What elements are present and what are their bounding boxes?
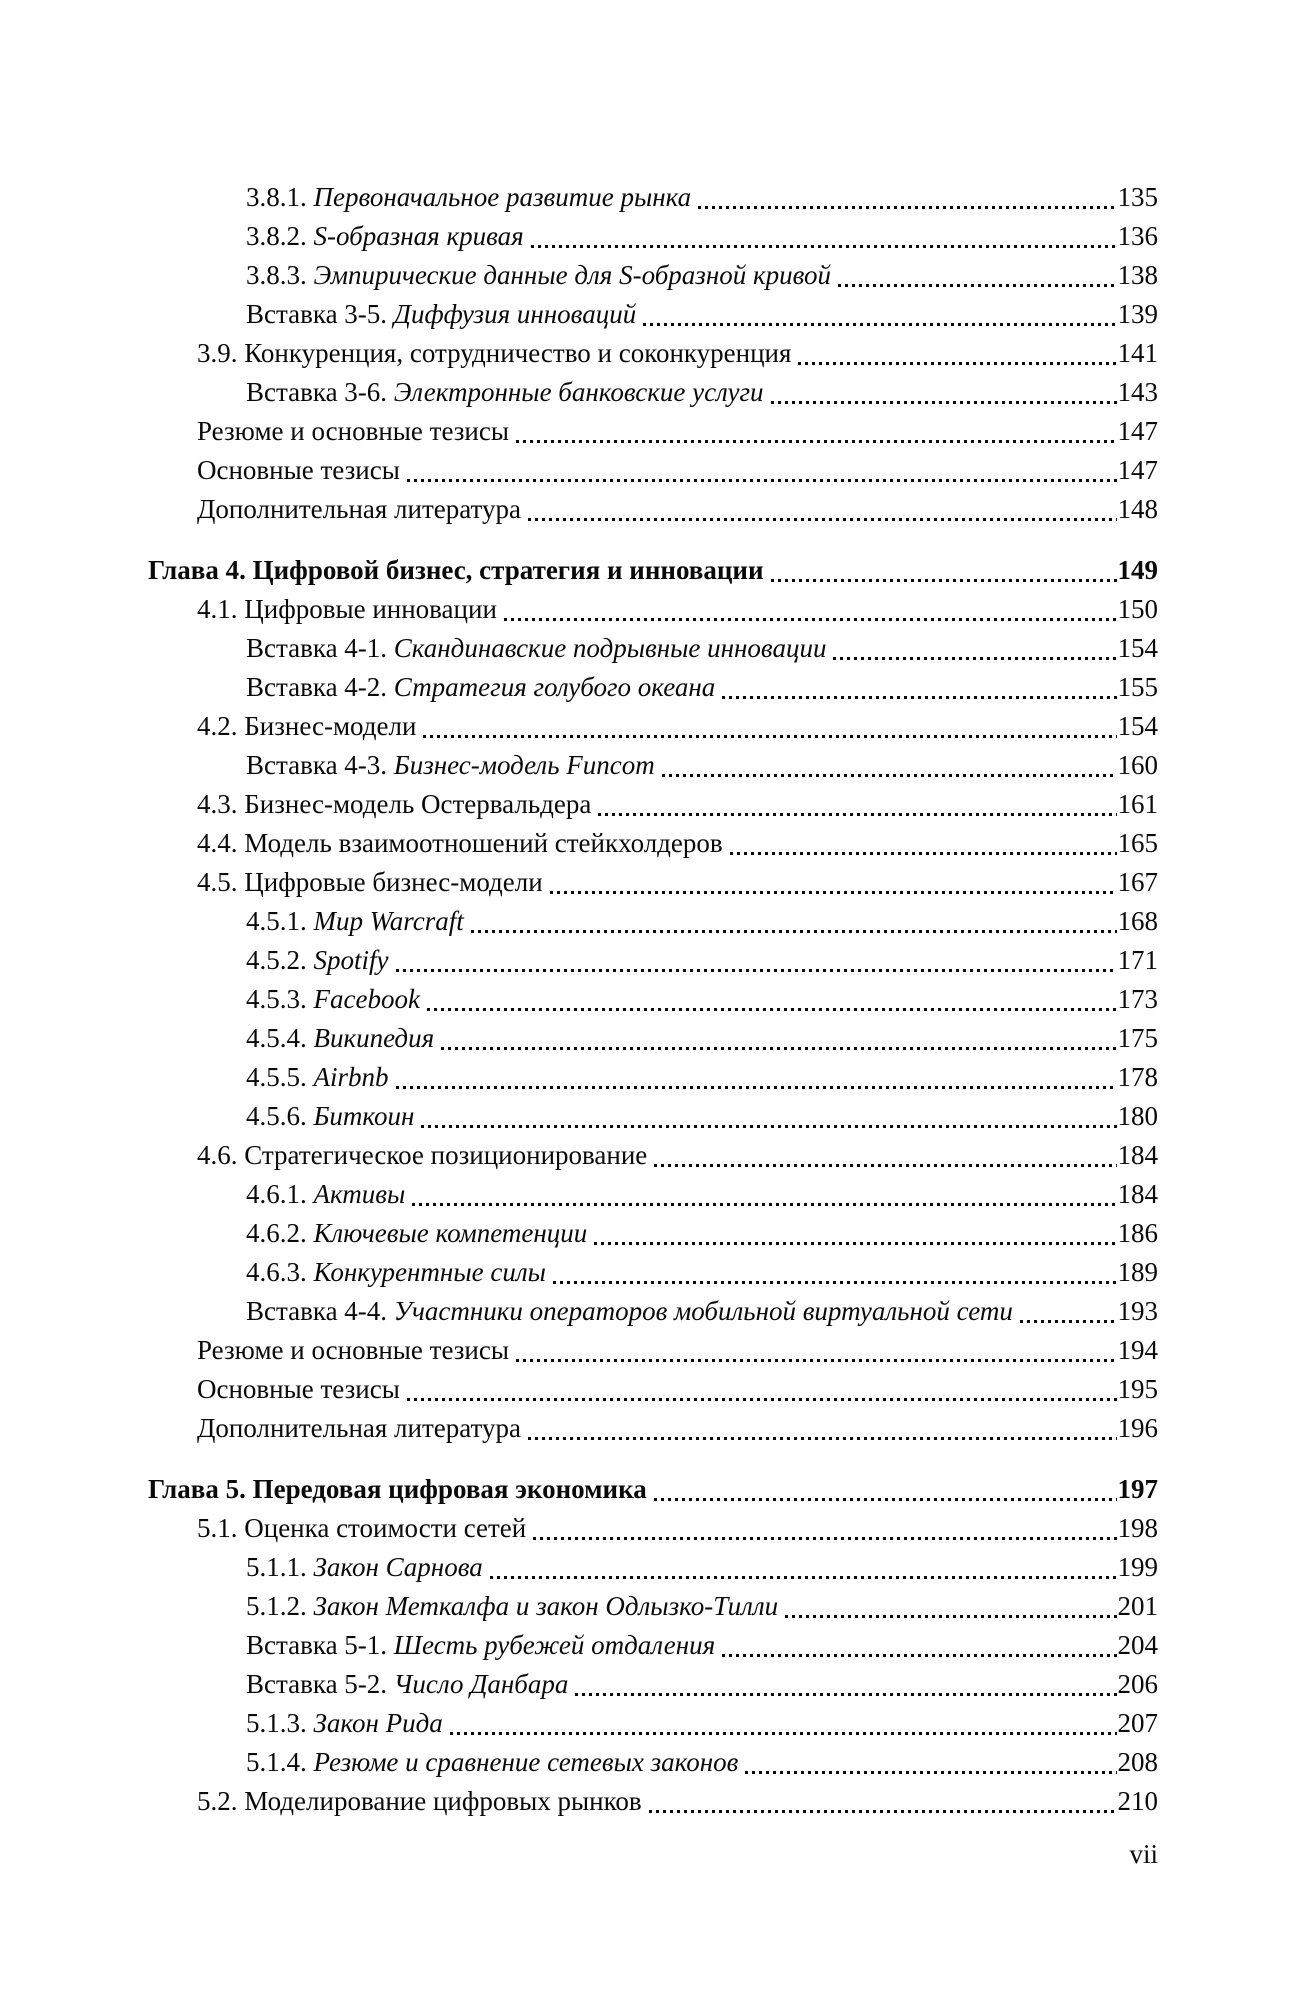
toc-entry-text [246,256,831,295]
toc-entry-number: 4.5.3. [246,984,314,1014]
dotted-leader [575,1693,1116,1696]
toc-entry-text [148,551,764,590]
dotted-leader [649,1810,1117,1813]
toc-entry-text [197,451,400,490]
toc-entry [148,1782,1158,1821]
toc-entry-text [246,1058,389,1097]
page-number-roman: vii [1129,1839,1158,1869]
dotted-leader [654,1498,1117,1501]
toc-entry-text [246,746,655,785]
toc-entry-page: 206 [1117,1669,1158,1699]
toc-entry [148,1175,1158,1214]
toc-entry-number: 4.5. [197,867,245,897]
toc-entry [148,902,1158,941]
toc-entry-number: 4.1. [197,594,245,624]
toc-entry-page: 201 [1117,1591,1158,1621]
toc-entry-page: 167 [1117,867,1158,897]
toc-entry-title: Цифровые бизнес-модели [244,867,543,897]
toc-entry-number: 4.6.2. [246,1218,314,1248]
toc-entry-number: 4.5.4. [246,1023,314,1053]
toc-entry-page: 173 [1117,984,1158,1014]
toc-list [148,178,1158,1821]
toc-entry-title: Первоначальное развитие рынка [313,182,692,212]
toc-entry-title: Резюме и основные тезисы [197,416,510,446]
toc-entry [148,256,1158,295]
dotted-leader [745,1771,1116,1774]
toc-entry [148,785,1158,824]
toc-entry-page: 194 [1117,1335,1158,1365]
toc-entry-page: 168 [1117,906,1158,936]
toc-entry-number: 5.1.4. [246,1747,314,1777]
toc-entry-page: 178 [1117,1062,1158,1092]
toc-entry-title: Стратегия голубого океана [393,672,716,702]
toc-entry-title: Закон Меткалфа и закон Одлызко-Тилли [313,1591,779,1621]
toc-entry-text [246,1626,715,1665]
toc-entry-title: Цифровой бизнес, стратегия и инновации [252,555,764,585]
toc-entry-text [197,590,497,629]
toc-entry-text [246,1548,483,1587]
toc-entry-number: 4.6.1. [246,1179,314,1209]
dotted-leader [504,618,1117,621]
toc-entry [148,217,1158,256]
toc-entry [148,178,1158,217]
toc-entry [148,668,1158,707]
dotted-leader [730,852,1117,855]
toc-entry-title: Стратегическое позиционирование [244,1140,648,1170]
toc-entry [148,1292,1158,1331]
dotted-leader [722,1654,1116,1657]
toc-entry [148,980,1158,1019]
toc-entry-text [246,1743,738,1782]
toc-entry-page: 147 [1117,455,1158,485]
toc-entry-number: Вставка 4-4. [246,1296,394,1326]
toc-entry-text [246,1665,568,1704]
toc-entry-title: Цифровые инновации [244,594,497,624]
toc-entry-page: 155 [1117,672,1158,702]
toc-entry-page: 196 [1117,1413,1158,1443]
dotted-leader [421,1125,1116,1128]
toc-entry-text [197,412,509,451]
toc-entry-title: Биткоин [313,1101,415,1131]
toc-entry-number: 4.3. [197,789,245,819]
toc-entry [148,1058,1158,1097]
toc-entry-number: 4.5.5. [246,1062,314,1092]
toc-entry [148,746,1158,785]
toc-entry-number: 4.2. [197,711,245,741]
toc-entry-text [246,980,420,1019]
toc-entry [148,412,1158,451]
toc-entry-title: S-образная кривая [313,221,524,251]
dotted-leader [412,1203,1116,1206]
toc-entry-page: 184 [1117,1179,1158,1209]
toc-entry [148,707,1158,746]
toc-entry-text [197,1370,400,1409]
toc-entry-number: 3.8.1. [246,182,314,212]
toc-entry-title: Участники операторов мобильной виртуальной сети [393,1296,1013,1326]
toc-entry [148,1704,1158,1743]
toc-entry-text [246,178,691,217]
dotted-leader [528,1437,1117,1440]
toc-entry-number: 3.9. [197,338,245,368]
toc-entry [148,629,1158,668]
toc-entry-text [246,941,389,980]
dotted-leader [833,657,1116,660]
toc-entry-text [246,1175,405,1214]
toc-entry-text [246,295,636,334]
toc-entry-page: 154 [1117,633,1158,663]
toc-entry-number: 5.1.1. [246,1552,314,1582]
toc-entry [148,863,1158,902]
toc-entry-text [246,1587,778,1626]
toc-entry-number: Вставка 3-6. [246,377,394,407]
toc-entry [148,824,1158,863]
toc-entry-title: Дополнительная литература [197,494,521,524]
toc-entry-title: Конкуренция, сотрудничество и соконкуренция [244,338,792,368]
toc-entry-number: 5.2. [197,1786,245,1816]
toc-entry-page: 198 [1117,1513,1158,1543]
toc-entry [148,1370,1158,1409]
toc-entry-page: 175 [1117,1023,1158,1053]
toc-entry-page: 150 [1117,594,1158,624]
dotted-leader [798,362,1116,365]
toc-entry-title: Моделирование цифровых рынков [244,1786,642,1816]
toc-entry [148,490,1158,529]
toc-entry-page: 147 [1117,416,1158,446]
toc-entry-page: 184 [1117,1140,1158,1170]
toc-entry-text [246,1214,587,1253]
toc-entry-title: Основные тезисы [197,1374,400,1404]
dotted-leader [450,1732,1117,1735]
dotted-leader [528,518,1117,521]
toc-entry-number: 3.8.3. [246,260,314,290]
toc-entry-number: 5.1.2. [246,1591,314,1621]
toc-entry-text [246,629,826,668]
dotted-leader [471,930,1117,933]
toc-entry-number: Вставка 5-2. [246,1669,394,1699]
toc-entry-title: Эмпирические данные для S-образной кривой [313,260,831,290]
dotted-leader [423,735,1116,738]
toc-entry [148,1743,1158,1782]
toc-entry [148,1097,1158,1136]
toc-entry-title: Электронные банковские услуги [393,377,764,407]
toc-entry-page: 204 [1117,1630,1158,1660]
toc-entry [148,1587,1158,1626]
toc-entry-title: Airbnb [313,1062,389,1092]
toc-entry-page: 138 [1117,260,1158,290]
toc-entry-number: Вставка 3-5. [246,299,394,329]
dotted-leader [531,245,1117,248]
toc-entry-number: Вставка 4-1. [246,633,394,663]
dotted-leader [698,206,1116,209]
dotted-leader [722,696,1116,699]
toc-entry [148,1409,1158,1448]
toc-entry-text [197,707,416,746]
dotted-leader [553,1281,1117,1284]
toc-entry-number: Вставка 4-3. [246,750,394,780]
toc-entry-title: Бизнес-модели [244,711,417,741]
toc-entry-title: Резюме и сравнение сетевых законов [313,1747,739,1777]
toc-entry-number: 4.4. [197,828,245,858]
toc-entry-title: Википедия [313,1023,435,1053]
toc-entry-text [197,1782,642,1821]
toc-entry [148,334,1158,373]
toc-entry-page: 208 [1117,1747,1158,1777]
toc-entry [148,1509,1158,1548]
toc-entry-number: 3.8.2. [246,221,314,251]
toc-entry-number: Глава 5. [148,1474,253,1504]
toc-entry-page: 165 [1117,828,1158,858]
dotted-leader [407,1398,1117,1401]
toc-entry-title: Конкурентные силы [313,1257,546,1287]
toc-entry [148,1214,1158,1253]
toc-entry [148,1019,1158,1058]
toc-entry-text [197,490,521,529]
toc-entry-title: Активы [313,1179,406,1209]
toc-entry [148,1665,1158,1704]
toc-entry-title: Диффузия инноваций [393,299,637,329]
toc-entry-title: Бизнес-модель Остервальдера [244,789,592,819]
toc-entry-page: 139 [1117,299,1158,329]
dotted-leader [407,479,1117,482]
toc-entry [148,1626,1158,1665]
toc-entry-text [197,1331,509,1370]
toc-entry-title: Дополнительная литература [197,1413,521,1443]
toc-entry-text [246,1253,546,1292]
dotted-leader [1020,1320,1117,1323]
dotted-leader [771,401,1117,404]
toc-entry [148,1253,1158,1292]
dotted-leader [396,969,1117,972]
toc-entry-page: 180 [1117,1101,1158,1131]
toc-entry-number: 4.6.3. [246,1257,314,1287]
page-footer [1129,1838,1158,1870]
toc-entry-text [197,824,723,863]
dotted-leader [533,1537,1116,1540]
toc-entry-number: 4.5.6. [246,1101,314,1131]
toc-entry-title: Spotify [313,945,389,975]
toc-entry [148,1331,1158,1370]
toc-entry-page: 148 [1117,494,1158,524]
toc-entry-page: 149 [1117,555,1158,585]
toc-entry-text [197,1409,521,1448]
toc-entry [148,941,1158,980]
toc-chapter-entry [148,551,1158,590]
toc-entry-title: Резюме и основные тезисы [197,1335,510,1365]
dotted-leader [516,1359,1116,1362]
toc-entry-title: Закон Сарнова [313,1552,483,1582]
toc-entry-title: Скандинавские подрывные инновации [393,633,827,663]
dotted-leader [427,1008,1117,1011]
toc-entry [148,1548,1158,1587]
toc-entry [148,590,1158,629]
toc-entry-number: 5.1.3. [246,1708,314,1738]
toc-entry-page: 186 [1117,1218,1158,1248]
dotted-leader [838,284,1117,287]
toc-entry-page: 193 [1117,1296,1158,1326]
toc-entry-title: Модель взаимоотношений стейкхолдеров [244,828,723,858]
toc-entry-text [246,373,764,412]
dotted-leader [643,323,1116,326]
toc-entry-page: 154 [1117,711,1158,741]
toc-entry-title: Бизнес-модель Funcom [393,750,655,780]
dotted-leader [396,1086,1117,1089]
toc-entry-page: 207 [1117,1708,1158,1738]
toc-entry-number: 4.6. [197,1140,245,1170]
dotted-leader [771,579,1117,582]
toc-entry [148,451,1158,490]
toc-entry-title: Ключевые компетенции [313,1218,588,1248]
toc-entry-title: Основные тезисы [197,455,400,485]
toc-entry-title: Закон Рида [313,1708,443,1738]
toc-entry-page: 143 [1117,377,1158,407]
toc-chapter-entry [148,1470,1158,1509]
toc-entry-number: 5.1. [197,1513,245,1543]
toc-entry-text [197,1136,647,1175]
toc-entry-page: 171 [1117,945,1158,975]
toc-entry-text [148,1470,647,1509]
toc-entry-page: 189 [1117,1257,1158,1287]
toc-entry-text [246,217,524,256]
toc-entry-page: 210 [1117,1786,1158,1816]
toc-entry-text [197,863,543,902]
toc-entry-title: Facebook [313,984,420,1014]
dotted-leader [594,1242,1116,1245]
toc-entry-title: Оценка стоимости сетей [244,1513,527,1543]
toc-entry-number: Глава 4. [148,555,253,585]
toc-entry-page: 161 [1117,789,1158,819]
toc-entry-number: 4.5.2. [246,945,314,975]
toc-entry-number: Вставка 4-2. [246,672,394,702]
dotted-leader [654,1164,1116,1167]
toc-entry-page: 160 [1117,750,1158,780]
dotted-leader [785,1615,1116,1618]
dotted-leader [441,1047,1116,1050]
toc-entry-title: Число Данбара [393,1669,569,1699]
toc-entry-page: 136 [1117,221,1158,251]
dotted-leader [662,774,1117,777]
toc-entry-title: Передовая цифровая экономика [252,1474,647,1504]
toc-entry-text [197,1509,526,1548]
toc-entry-text [246,1019,434,1058]
toc-entry-page: 199 [1117,1552,1158,1582]
toc-entry-page: 135 [1117,182,1158,212]
toc-entry-text [197,334,791,373]
toc-entry-text [246,668,715,707]
dotted-leader [550,891,1117,894]
toc-entry-title: Мир Warcraft [313,906,464,936]
dotted-leader [516,440,1116,443]
toc-entry-text [246,902,464,941]
toc-entry-text [197,785,591,824]
toc-entry-text [246,1097,414,1136]
toc-entry-number: Вставка 5-1. [246,1630,394,1660]
toc-entry-text [246,1292,1013,1331]
toc-entry [148,1136,1158,1175]
toc-entry-number: 4.5.1. [246,906,314,936]
toc-entry [148,373,1158,412]
dotted-leader [490,1576,1117,1579]
toc-entry-page: 195 [1117,1374,1158,1404]
toc-entry [148,295,1158,334]
toc-entry-title: Шесть рубежей отдаления [393,1630,716,1660]
toc-entry-page: 197 [1117,1474,1158,1504]
toc-entry-text [246,1704,443,1743]
toc-entry-page: 141 [1117,338,1158,368]
dotted-leader [598,813,1116,816]
